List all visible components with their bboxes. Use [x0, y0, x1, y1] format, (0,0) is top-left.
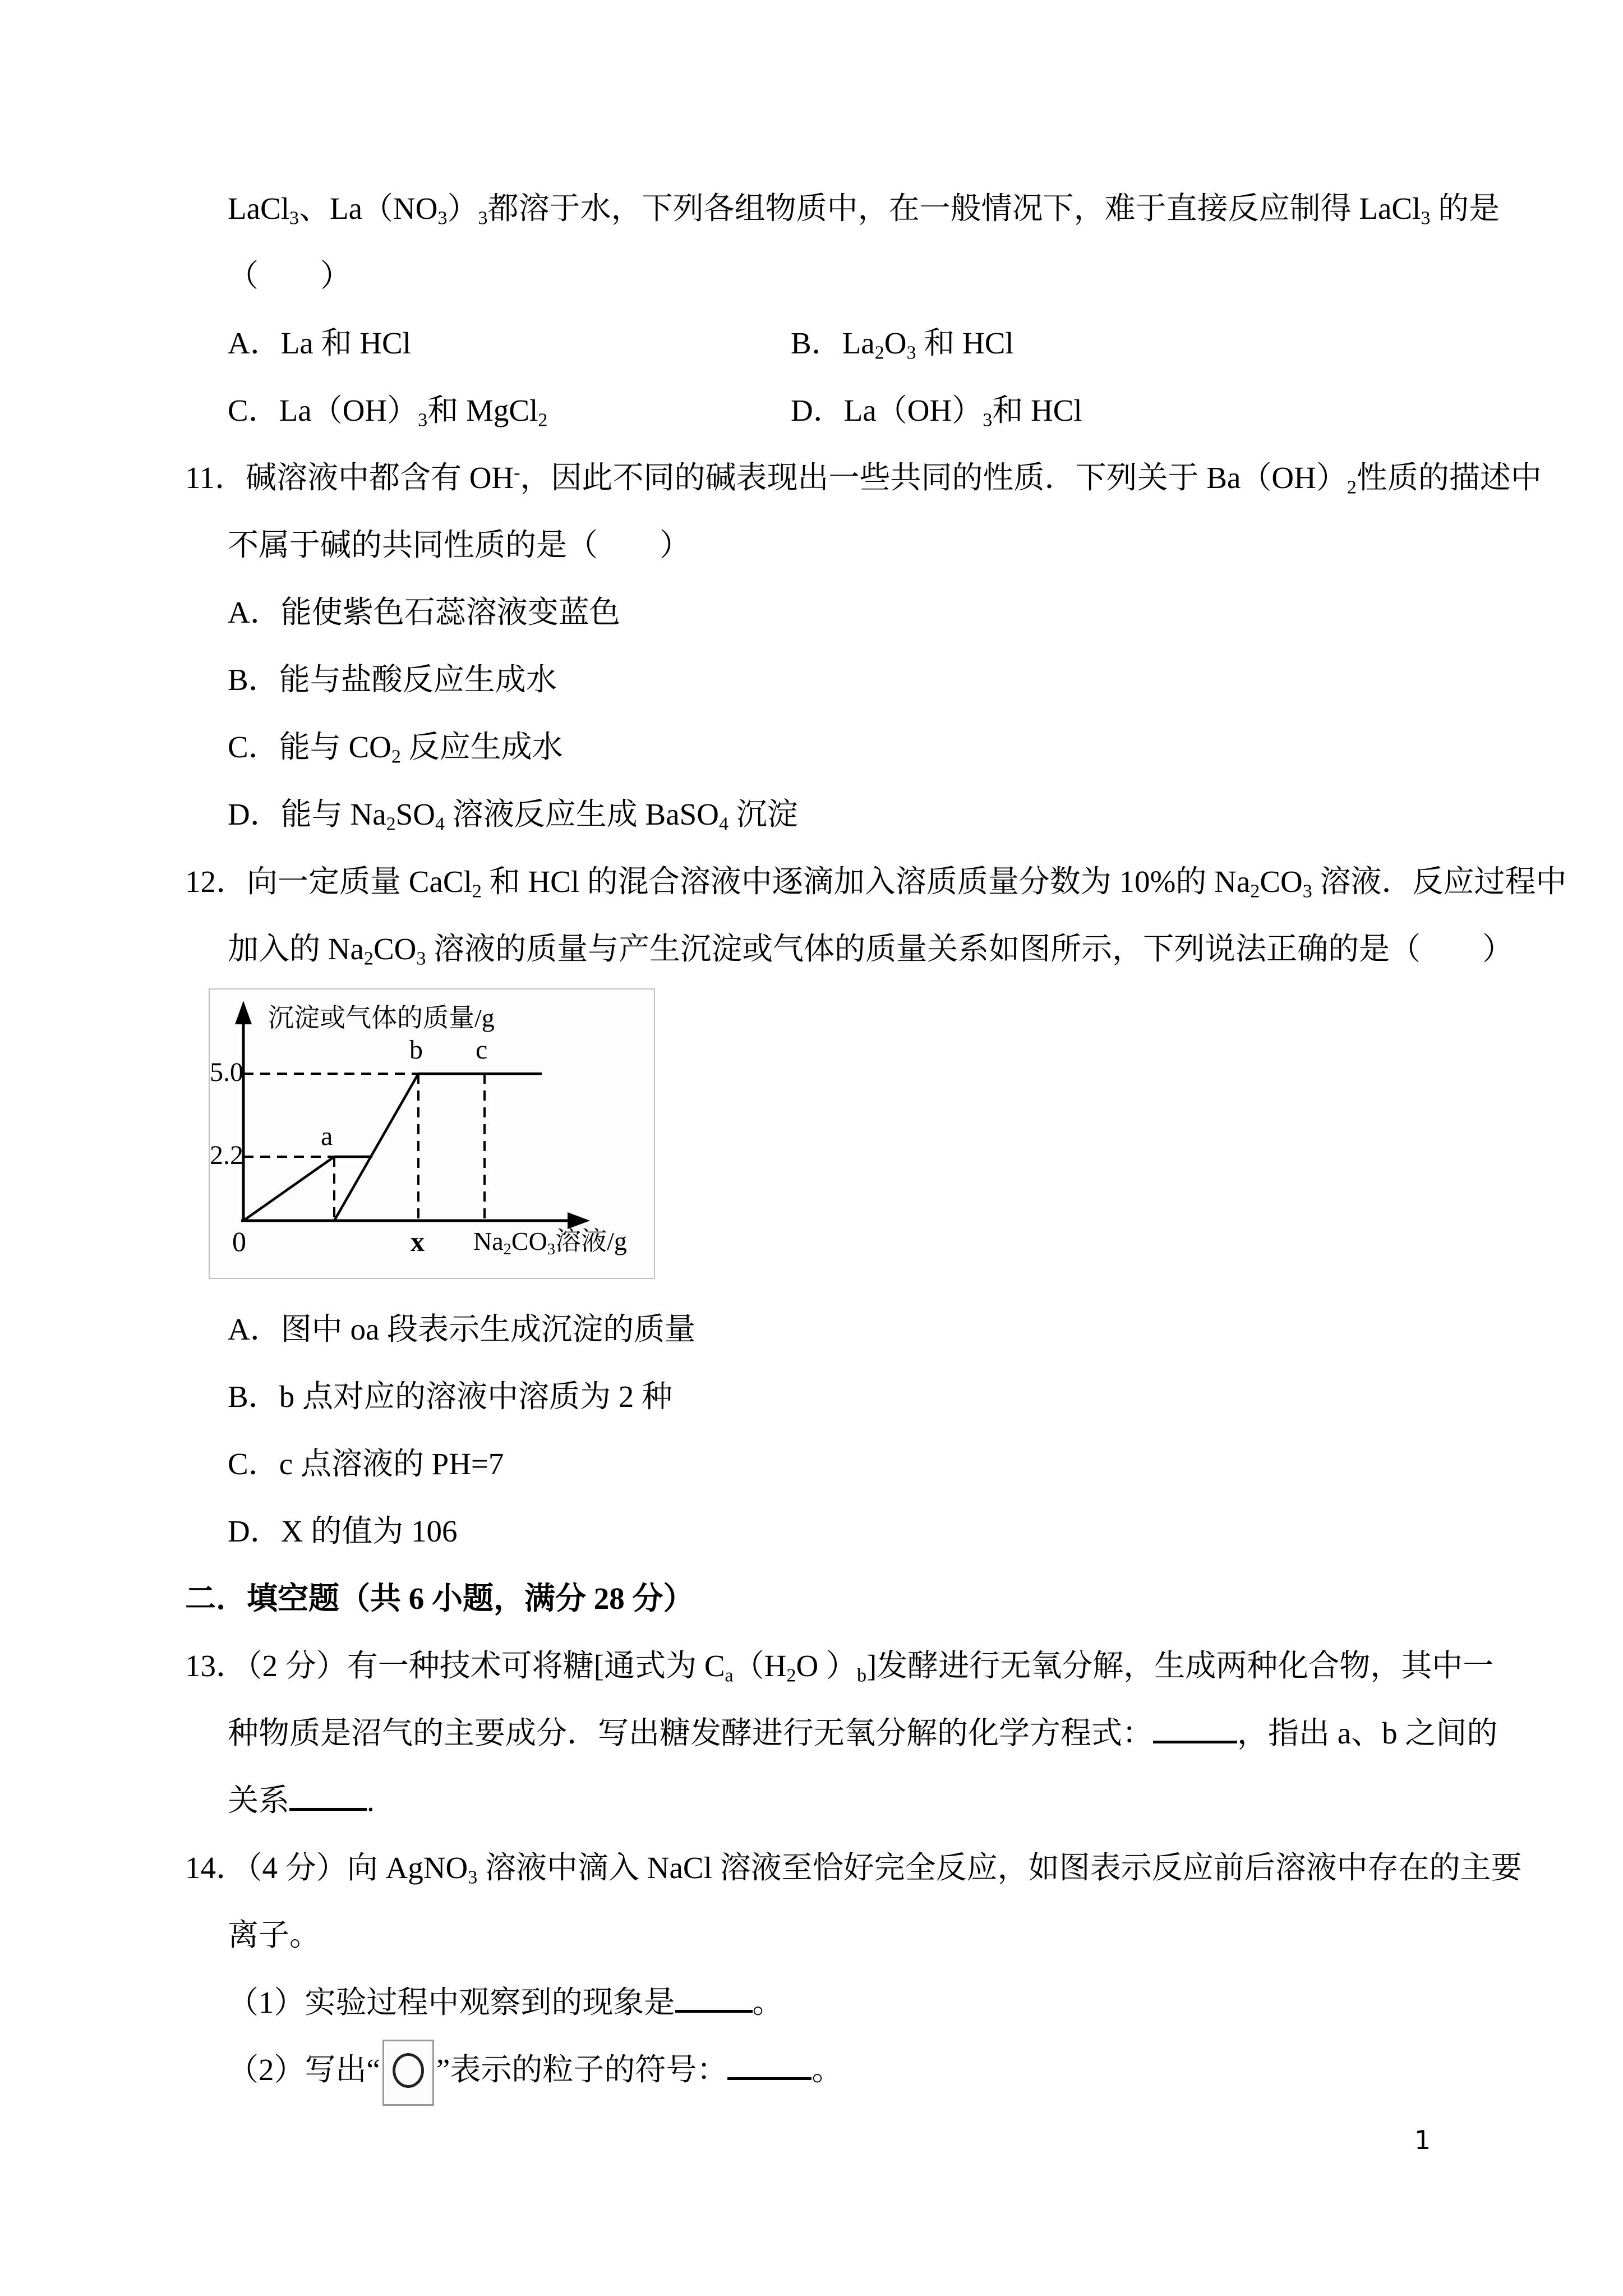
gas-rise-line [243, 1157, 334, 1221]
option-text: 能与 $Na_2SO_4$ 溶液反应生成 BaSO$_4$ 沉淀 [280, 797, 798, 835]
q10-option-a [228, 310, 791, 377]
option-label: A． [228, 595, 281, 629]
question-text: 碱溶液中都含有 OH-，因此不同的碱表现出一些共同的性质．下列关于 $Ba(OH)_2$性质的描述中 [245, 461, 1542, 498]
q12-option-b [185, 1363, 1509, 1430]
question-text: （4 分）向 AgNO$_3$ 溶液中滴入 NaCl 溶液至恰好完全反应，如图表示反应前后溶液中存在的主要 [247, 1851, 1522, 1888]
q10-option-d [791, 377, 1082, 444]
q10-option-c [228, 377, 791, 444]
page-number: 1 [1414, 2125, 1431, 2155]
chart-point-a-label: a [321, 1121, 333, 1151]
option-text: $La(OH)_3$和 MgCl$_2$ [279, 393, 548, 431]
option-label: B． [228, 1379, 279, 1414]
q11-option-b [185, 646, 1509, 714]
option-text: b 点对应的溶液中溶质为 2 种 [279, 1379, 672, 1414]
q14-sub-1: （1）实验过程中观察到的现象是 。 [185, 1969, 1509, 2036]
option-label: A． [228, 1312, 281, 1346]
q13-text-line2: 种物质是沼气的主要成分．写出糖发酵进行无氧分解的化学方程式： ，指出 a、b 之间的 [185, 1700, 1509, 1767]
chart-point-b-label: b [409, 1035, 423, 1065]
chart-x-axis-title: $Na_2CO_3$溶液/g [473, 1227, 627, 1258]
option-label: B． [228, 662, 279, 697]
option-text: 能与 $CO_2$ 反应生成水 [279, 730, 563, 767]
chart-origin-label: 0 [232, 1226, 246, 1257]
q13-text-line1 [185, 1632, 1509, 1700]
q11-option-d [185, 781, 1509, 848]
option-label: D． [228, 1514, 281, 1548]
q14-blank-phenomenon [675, 1984, 753, 2013]
option-text: c 点溶液的 PH=7 [279, 1447, 504, 1481]
option-label: C． [228, 393, 279, 427]
question-number: 11． [185, 461, 246, 495]
q14-sub-2: （2）写出“ ”表示的粒子的符号： 。 [185, 2036, 1509, 2106]
option-label: A． [228, 326, 281, 360]
q12-option-a [185, 1296, 1509, 1363]
option-label: C． [228, 1447, 279, 1481]
section-2-header: 二．填空题（共 6 小题，满分 28 分） [185, 1581, 694, 1616]
q10-text-line1: LaCl$_3$、$La(NO_3)_3$都溶于水，下列各组物质中，在一般情况下，难于直接反应制得 LaCl$_3$ 的是 [228, 191, 1500, 229]
q13-text-line3: 关系 . [185, 1767, 1509, 1834]
q13-blank-equation [1153, 1714, 1237, 1743]
option-label: D． [791, 393, 844, 427]
q10-options-row-2 [185, 377, 1509, 444]
q13-blank-relation [289, 1782, 367, 1811]
q10-options-row-1 [185, 310, 1509, 377]
option-text: 图中 oa 段表示生成沉淀的质量 [280, 1312, 696, 1346]
q10-option-b [791, 310, 1014, 377]
q12-option-c [185, 1430, 1509, 1498]
q12-text-line2: 加入的 $Na_2CO_3$ 溶液的质量与产生沉淀或气体的质量关系如图所示，下列说法正确的是（ ） [228, 932, 1514, 969]
q11-option-a [185, 579, 1509, 646]
question-number: 12． [185, 864, 247, 899]
option-text: La 和 HCl [280, 326, 411, 360]
chart-x-mark-label: x [411, 1226, 425, 1257]
option-label: D． [228, 797, 281, 831]
question-number: 14． [185, 1851, 247, 1885]
q12-option-d [185, 1498, 1509, 1565]
option-text: 能使紫色石蕊溶液变蓝色 [280, 595, 620, 629]
q12-chart-figure [209, 988, 655, 1279]
q11-text-line1 [185, 444, 1542, 512]
q10-text-line2: （ ） [228, 259, 352, 293]
question-text: （2 分）有一种技术可将糖[通式为 $C_a(H_2O$ ）$_b$]发酵进行无氧分解，生成两种化合物，其中一 [247, 1649, 1494, 1686]
document-content [185, 175, 1567, 2106]
option-text: X 的值为 106 [280, 1514, 458, 1548]
chart-ytick-2-2: 2.2 [210, 1140, 243, 1170]
option-text: $La_2O_3$ 和 HCl [842, 326, 1014, 364]
q11-text-line2: 不属于碱的共同性质的是（ ） [228, 528, 691, 562]
question-text: 向一定质量 CaCl$_2$ 和 HCl 的混合溶液中逐滴加入溶质质量分数为 10%的 $Na_2CO_3$ 溶液．反应过程中 [247, 864, 1567, 902]
option-label: B． [791, 326, 842, 360]
question-number: 13． [185, 1649, 247, 1683]
chart-y-axis-title: 沉淀或气体的质量/g [268, 1004, 495, 1032]
chart-point-c-label: c [476, 1035, 488, 1065]
q14-blank-symbol [727, 2051, 811, 2080]
q14-text-line2: 离子。 [228, 1918, 321, 1952]
option-text: $La(OH)_3$和 HCl [843, 393, 1082, 431]
option-text: 能与盐酸反应生成水 [279, 662, 557, 697]
particle-circle-icon [382, 2040, 434, 2106]
q14-text-line1 [185, 1834, 1522, 1902]
option-label: C． [228, 730, 279, 764]
y-axis-arrow [235, 1001, 252, 1024]
q12-text-line1 [185, 848, 1567, 915]
chart-ytick-5: 5.0 [210, 1057, 243, 1087]
precipitate-rise-line [334, 1074, 418, 1221]
q11-option-c [185, 714, 1509, 781]
